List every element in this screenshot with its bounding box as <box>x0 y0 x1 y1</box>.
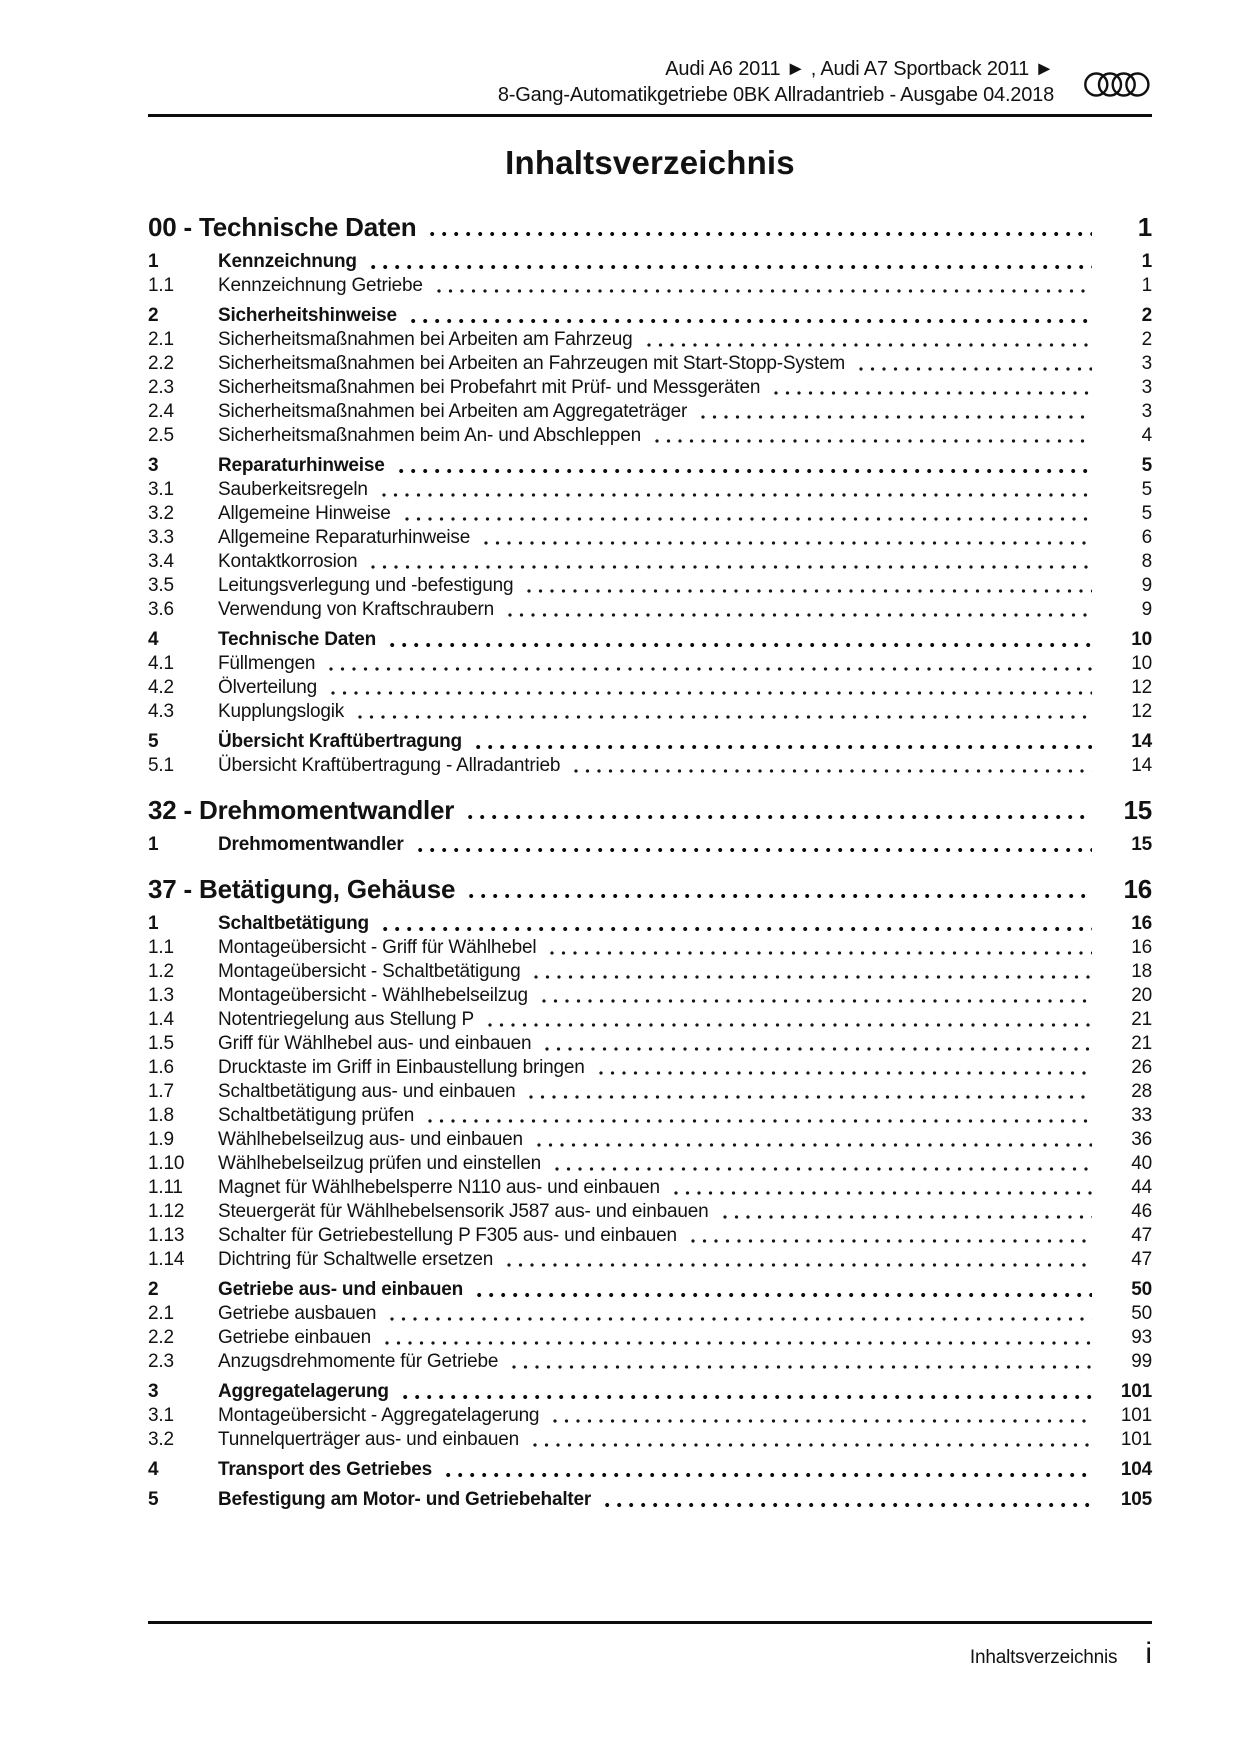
toc-entry[interactable] <box>148 400 1152 424</box>
toc-entry-page: 6 <box>1141 527 1152 548</box>
dotted-leader <box>507 1262 1092 1268</box>
toc-entry-page: 101 <box>1120 1429 1152 1450</box>
toc-list <box>148 210 1152 1512</box>
toc-entry[interactable] <box>148 1080 1152 1104</box>
dotted-leader <box>382 492 1092 498</box>
toc-entry-label: Wählhebelseilzug prüfen und einstellen <box>218 1153 542 1174</box>
toc-entry-number: 4.2 <box>148 677 174 698</box>
toc-entry-page: 5 <box>1141 455 1152 476</box>
toc-entry[interactable] <box>148 1032 1152 1056</box>
dotted-leader <box>469 893 1092 899</box>
toc-entry-page: 93 <box>1131 1327 1152 1348</box>
toc-entry-number: 1.13 <box>148 1225 185 1246</box>
toc-entry[interactable] <box>148 1458 1152 1482</box>
toc-entry[interactable] <box>148 1176 1152 1200</box>
toc-entry-label: Montageübersicht - Wählhebelseilzug <box>218 985 528 1006</box>
dotted-leader <box>553 1418 1092 1424</box>
toc-entry-number: 3.2 <box>148 1429 174 1450</box>
toc-entry-number: 2 <box>148 1279 159 1300</box>
dotted-leader <box>411 318 1092 324</box>
toc-entry-label: Befestigung am Motor- und Getriebehalter <box>218 1489 592 1510</box>
toc-entry[interactable] <box>148 526 1152 550</box>
toc-entry[interactable] <box>148 730 1152 754</box>
dotted-leader <box>529 1094 1092 1100</box>
toc-entry-number: 1.4 <box>148 1009 174 1030</box>
toc-entry-number: 1.2 <box>148 961 174 982</box>
dotted-leader <box>488 1022 1092 1028</box>
toc-entry-number: 4 <box>148 629 159 650</box>
toc-entry-page: 9 <box>1141 599 1152 620</box>
toc-entry-page: 12 <box>1131 677 1152 698</box>
dotted-leader <box>476 744 1092 750</box>
toc-entry-page: 50 <box>1131 1303 1152 1324</box>
toc-entry-number: 3.5 <box>148 575 174 596</box>
dotted-leader <box>574 768 1092 774</box>
toc-entry-label: Montageübersicht - Griff für Wählhebel <box>218 937 537 958</box>
dotted-leader <box>527 588 1092 594</box>
toc-entry-number: 1 <box>148 913 159 934</box>
toc-entry-label: Magnet für Wählhebelsperre N110 aus- und einbauen <box>218 1177 660 1198</box>
toc-entry-page: 36 <box>1131 1129 1152 1150</box>
toc-entry-page: 40 <box>1131 1153 1152 1174</box>
toc-entry-label: Sauberkeitsregeln <box>218 479 368 500</box>
dotted-leader <box>859 366 1092 372</box>
dotted-leader <box>446 1472 1092 1478</box>
toc-entry-label: Drucktaste im Griff in Einbaustellung bringen <box>218 1057 585 1078</box>
toc-entry-number: 2.2 <box>148 1327 174 1348</box>
toc-entry-label: Kontaktkorrosion <box>218 551 358 572</box>
toc-entry-page: 28 <box>1131 1081 1152 1102</box>
toc-entry-number: 4.1 <box>148 653 174 674</box>
dotted-leader <box>390 642 1092 648</box>
toc-entry-page: 46 <box>1131 1201 1152 1222</box>
toc-entry-number: 5 <box>148 731 159 752</box>
toc-entry-page: 21 <box>1131 1009 1152 1030</box>
toc-entry-label: Sicherheitsmaßnahmen beim An- und Abschleppen <box>218 425 641 446</box>
toc-entry[interactable] <box>148 550 1152 574</box>
toc-entry-page: 4 <box>1141 425 1152 446</box>
toc-entry-number: 4.3 <box>148 701 174 722</box>
toc-entry-page: 33 <box>1131 1105 1152 1126</box>
toc-entry[interactable] <box>148 1104 1152 1128</box>
toc-entry[interactable] <box>148 833 1152 857</box>
toc-entry-label: Schalter für Getriebestellung P F305 aus- und einbauen <box>218 1225 677 1246</box>
toc-entry[interactable] <box>148 478 1152 502</box>
dotted-leader <box>555 1166 1092 1172</box>
toc-entry-page: 16 <box>1123 874 1152 904</box>
toc-entry-number: 2.1 <box>148 329 174 350</box>
toc-entry-label: Drehmomentwandler <box>218 834 404 855</box>
toc-entry-label: Getriebe ausbauen <box>218 1303 377 1324</box>
toc-entry-number: 2.3 <box>148 1351 174 1372</box>
footer-page-number: i <box>1145 1637 1152 1670</box>
toc-entry[interactable] <box>148 1380 1152 1404</box>
toc-entry-page: 47 <box>1131 1249 1152 1270</box>
toc-entry-number: 1.14 <box>148 1249 185 1270</box>
toc-entry-number: 3 <box>148 1381 159 1402</box>
toc-entry[interactable] <box>148 1350 1152 1374</box>
dotted-leader <box>542 998 1092 1004</box>
dotted-leader <box>701 414 1092 420</box>
toc-entry-number: 3.3 <box>148 527 174 548</box>
toc-entry[interactable] <box>148 936 1152 960</box>
toc-entry-page: 18 <box>1131 961 1152 982</box>
page-title: Inhaltsverzeichnis <box>505 144 795 181</box>
toc-entry-number: 1.6 <box>148 1057 174 1078</box>
toc-entry[interactable] <box>148 328 1152 352</box>
dotted-leader <box>371 264 1092 270</box>
toc-entry-label: Kennzeichnung <box>218 251 357 272</box>
toc-entry-page: 16 <box>1131 913 1152 934</box>
toc-entry[interactable] <box>148 1488 1152 1512</box>
toc-entry-number: 5.1 <box>148 755 174 776</box>
toc-entry[interactable] <box>148 304 1152 328</box>
toc-entry-page: 14 <box>1131 755 1152 776</box>
toc-entry-label: Reparaturhinweise <box>218 455 385 476</box>
dotted-leader <box>403 1394 1092 1400</box>
toc-entry[interactable] <box>148 628 1152 652</box>
dotted-leader <box>599 1070 1092 1076</box>
toc-entry-label: Verwendung von Kraftschraubern <box>218 599 495 620</box>
toc-entry-label: Leitungsverlegung und -befestigung <box>218 575 514 596</box>
dotted-leader <box>477 1292 1092 1298</box>
dotted-leader <box>605 1502 1092 1508</box>
toc-entry[interactable] <box>148 1302 1152 1326</box>
toc-entry[interactable] <box>148 598 1152 622</box>
toc-entry-label: Wählhebelseilzug aus- und einbauen <box>218 1129 523 1150</box>
toc-entry-number: 4 <box>148 1459 159 1480</box>
toc-entry-page: 21 <box>1131 1033 1152 1054</box>
toc-entry-page: 2 <box>1141 329 1152 350</box>
toc-entry-page: 14 <box>1131 731 1152 752</box>
toc-chapter-entry[interactable] <box>148 210 1152 244</box>
toc-entry-number: 3.6 <box>148 599 174 620</box>
dotted-leader <box>723 1214 1092 1220</box>
toc-entry[interactable] <box>148 1248 1152 1272</box>
toc-entry-page: 99 <box>1131 1351 1152 1372</box>
toc-entry-label: Schaltbetätigung prüfen <box>218 1105 415 1126</box>
dotted-leader <box>399 468 1092 474</box>
header-manual-line: 8-Gang-Automatikgetriebe 0BK Allradantrieb - Ausgabe 04.2018 <box>497 84 1054 106</box>
toc-entry[interactable] <box>148 1056 1152 1080</box>
dotted-leader <box>430 231 1092 237</box>
toc-entry-number: 1.10 <box>148 1153 185 1174</box>
toc-entry[interactable] <box>148 676 1152 700</box>
toc-entry-label: Kennzeichnung Getriebe <box>218 275 423 296</box>
footer-section-label: Inhaltsverzeichnis <box>969 1647 1118 1668</box>
toc-entry[interactable] <box>148 250 1152 274</box>
toc-entry-label: Getriebe einbauen <box>218 1327 371 1348</box>
dotted-leader <box>512 1364 1092 1370</box>
toc-entry-label: Sicherheitsmaßnahmen bei Arbeiten an Fahrzeugen mit Start-Stopp-System <box>218 353 846 374</box>
audi-rings-icon <box>1084 71 1152 98</box>
toc-entry-label: Sicherheitsmaßnahmen bei Probefahrt mit Prüf- und Messgeräten <box>218 377 761 398</box>
dotted-leader <box>371 564 1092 570</box>
toc-entry[interactable] <box>148 376 1152 400</box>
toc-entry[interactable] <box>148 1428 1152 1452</box>
toc-entry-number: 5 <box>148 1489 159 1510</box>
toc-entry-page: 1 <box>1141 275 1152 296</box>
toc-entry-label: Sicherheitsmaßnahmen bei Arbeiten am Aggregateträger <box>218 401 688 422</box>
toc-entry-page: 16 <box>1131 937 1152 958</box>
toc-entry-number: 3.2 <box>148 503 174 524</box>
toc-entry-page: 101 <box>1120 1381 1152 1402</box>
dotted-leader <box>383 926 1092 932</box>
dotted-leader <box>405 516 1092 522</box>
toc-entry-label: Griff für Wählhebel aus- und einbauen <box>218 1033 532 1054</box>
toc-entry-page: 26 <box>1131 1057 1152 1078</box>
toc-entry-number: 1.1 <box>148 275 174 296</box>
toc-entry-page: 47 <box>1131 1225 1152 1246</box>
dotted-leader <box>390 1316 1092 1322</box>
toc-entry-page: 3 <box>1141 401 1152 422</box>
toc-entry-page: 15 <box>1123 795 1152 825</box>
dotted-leader <box>647 342 1092 348</box>
toc-entry[interactable] <box>148 274 1152 298</box>
toc-entry-page: 3 <box>1141 353 1152 374</box>
dotted-leader <box>358 714 1092 720</box>
toc-entry-number: 1.7 <box>148 1081 174 1102</box>
toc-entry[interactable] <box>148 960 1152 984</box>
dotted-leader <box>437 288 1092 294</box>
toc-entry-page: 2 <box>1141 305 1152 326</box>
toc-entry-label: Übersicht Kraftübertragung <box>218 731 462 752</box>
toc-entry-page: 101 <box>1120 1405 1152 1426</box>
toc-entry[interactable] <box>148 502 1152 526</box>
toc-entry-number: 3 <box>148 455 159 476</box>
toc-entry-label: Montageübersicht - Schaltbetätigung <box>218 961 521 982</box>
toc-entry-label: Ölverteilung <box>218 677 317 698</box>
toc-entry-number: 1 <box>148 834 159 855</box>
toc-entry-label: Schaltbetätigung <box>218 913 369 934</box>
toc-entry-label: Tunnelquerträger aus- und einbauen <box>218 1429 519 1450</box>
toc-entry[interactable] <box>148 1128 1152 1152</box>
toc-entry[interactable] <box>148 1404 1152 1428</box>
toc-entry[interactable] <box>148 1152 1152 1176</box>
toc-entry-number: 2.4 <box>148 401 174 422</box>
toc-entry-label: Füllmengen <box>218 653 316 674</box>
toc-entry-page: 10 <box>1131 653 1152 674</box>
dotted-leader <box>537 1142 1092 1148</box>
toc-entry-page: 3 <box>1141 377 1152 398</box>
dotted-leader <box>484 540 1092 546</box>
toc-entry[interactable] <box>148 700 1152 724</box>
toc-chapter-entry[interactable] <box>148 872 1152 906</box>
toc-entry-page: 15 <box>1131 834 1152 855</box>
page-header <box>148 56 1152 117</box>
toc-entry-number: 3.4 <box>148 551 174 572</box>
toc-entry-label: Dichtring für Schaltwelle ersetzen <box>218 1249 494 1270</box>
toc-entry-page: 10 <box>1131 629 1152 650</box>
dotted-leader <box>691 1238 1092 1244</box>
toc-entry-label: Schaltbetätigung aus- und einbauen <box>218 1081 516 1102</box>
toc-entry-number: 1.9 <box>148 1129 174 1150</box>
toc-entry-number: 2.2 <box>148 353 174 374</box>
toc-entry-number: 1.12 <box>148 1201 185 1222</box>
toc-entry[interactable] <box>148 574 1152 598</box>
toc-entry-label: Sicherheitshinweise <box>218 305 397 326</box>
dotted-leader <box>428 1118 1092 1124</box>
toc-entry[interactable] <box>148 754 1152 778</box>
toc-entry-page: 5 <box>1141 503 1152 524</box>
toc-entry-label: Getriebe aus- und einbauen <box>218 1279 464 1300</box>
toc-entry[interactable] <box>148 424 1152 448</box>
dotted-leader <box>331 690 1092 696</box>
toc-entry[interactable] <box>148 352 1152 376</box>
dotted-leader <box>533 1442 1092 1448</box>
dotted-leader <box>550 950 1092 956</box>
toc-entry-label: Allgemeine Hinweise <box>218 503 391 524</box>
toc-entry-number: 2.5 <box>148 425 174 446</box>
toc-entry-number: 1.3 <box>148 985 174 1006</box>
dotted-leader <box>508 612 1092 618</box>
header-vehicle-line: Audi A6 2011 ► , Audi A7 Sportback 2011 ► <box>665 58 1054 80</box>
toc-entry-page: 50 <box>1131 1279 1152 1300</box>
toc-entry-page: 20 <box>1131 985 1152 1006</box>
toc-entry-page: 44 <box>1131 1177 1152 1198</box>
toc-entry-number: 1.1 <box>148 937 174 958</box>
toc-entry-page: 1 <box>1137 212 1152 242</box>
toc-entry-number: 2 <box>148 305 159 326</box>
toc-entry-number: 1 <box>148 251 159 272</box>
toc-entry-number: 1.5 <box>148 1033 174 1054</box>
toc-entry-number: 3.1 <box>148 479 174 500</box>
toc-entry-label: Notentriegelung aus Stellung P <box>218 1009 474 1030</box>
toc-entry-page: 8 <box>1141 551 1152 572</box>
toc-entry-label: 37 - Betätigung, Gehäuse <box>148 874 456 904</box>
toc-entry-number: 3.1 <box>148 1405 174 1426</box>
toc-entry-label: Allgemeine Reparaturhinweise <box>218 527 471 548</box>
toc-entry-number: 1.8 <box>148 1105 174 1126</box>
toc-entry-page: 12 <box>1131 701 1152 722</box>
toc-entry[interactable] <box>148 1200 1152 1224</box>
dotted-leader <box>329 666 1092 672</box>
toc-entry-label: Steuergerät für Wählhebelsensorik J587 aus- und einbauen <box>218 1201 709 1222</box>
toc-entry[interactable] <box>148 652 1152 676</box>
toc-entry[interactable] <box>148 912 1152 936</box>
toc-entry-label: Transport des Getriebes <box>218 1459 432 1480</box>
toc-entry-label: Anzugsdrehmomente für Getriebe <box>218 1351 499 1372</box>
toc-entry-number: 2.3 <box>148 377 174 398</box>
dotted-leader <box>534 974 1092 980</box>
dotted-leader <box>418 847 1092 853</box>
toc-entry-label: 00 - Technische Daten <box>148 212 417 242</box>
toc-entry-page: 9 <box>1141 575 1152 596</box>
toc-entry[interactable] <box>148 1224 1152 1248</box>
toc-entry-page: 5 <box>1141 479 1152 500</box>
toc-entry-number: 1.11 <box>148 1177 183 1198</box>
toc-entry-label: Aggregatelagerung <box>218 1381 389 1402</box>
toc-entry[interactable] <box>148 454 1152 478</box>
dotted-leader <box>545 1046 1092 1052</box>
toc-entry-label: Technische Daten <box>218 629 376 650</box>
toc-entry[interactable] <box>148 1278 1152 1302</box>
toc-entry-label: Übersicht Kraftübertragung - Allradantrieb <box>218 755 561 776</box>
dotted-leader <box>774 390 1092 396</box>
toc-entry[interactable] <box>148 984 1152 1008</box>
toc-entry-label: Sicherheitsmaßnahmen bei Arbeiten am Fahrzeug <box>218 329 633 350</box>
toc-entry-label: Montageübersicht - Aggregatelagerung <box>218 1405 540 1426</box>
toc-entry-label: 32 - Drehmomentwandler <box>148 795 455 825</box>
toc-entry-page: 105 <box>1120 1489 1152 1510</box>
toc-entry[interactable] <box>148 1008 1152 1032</box>
toc-entry-page: 104 <box>1120 1459 1152 1480</box>
dotted-leader <box>674 1190 1092 1196</box>
dotted-leader <box>655 438 1092 444</box>
toc-entry-number: 2.1 <box>148 1303 174 1324</box>
dotted-leader <box>385 1340 1092 1346</box>
page-footer <box>148 1621 1152 1670</box>
toc-entry[interactable] <box>148 1326 1152 1350</box>
toc-entry-page: 1 <box>1141 251 1152 272</box>
toc-chapter-entry[interactable] <box>148 793 1152 827</box>
dotted-leader <box>468 814 1092 820</box>
toc-entry-label: Kupplungslogik <box>218 701 345 722</box>
